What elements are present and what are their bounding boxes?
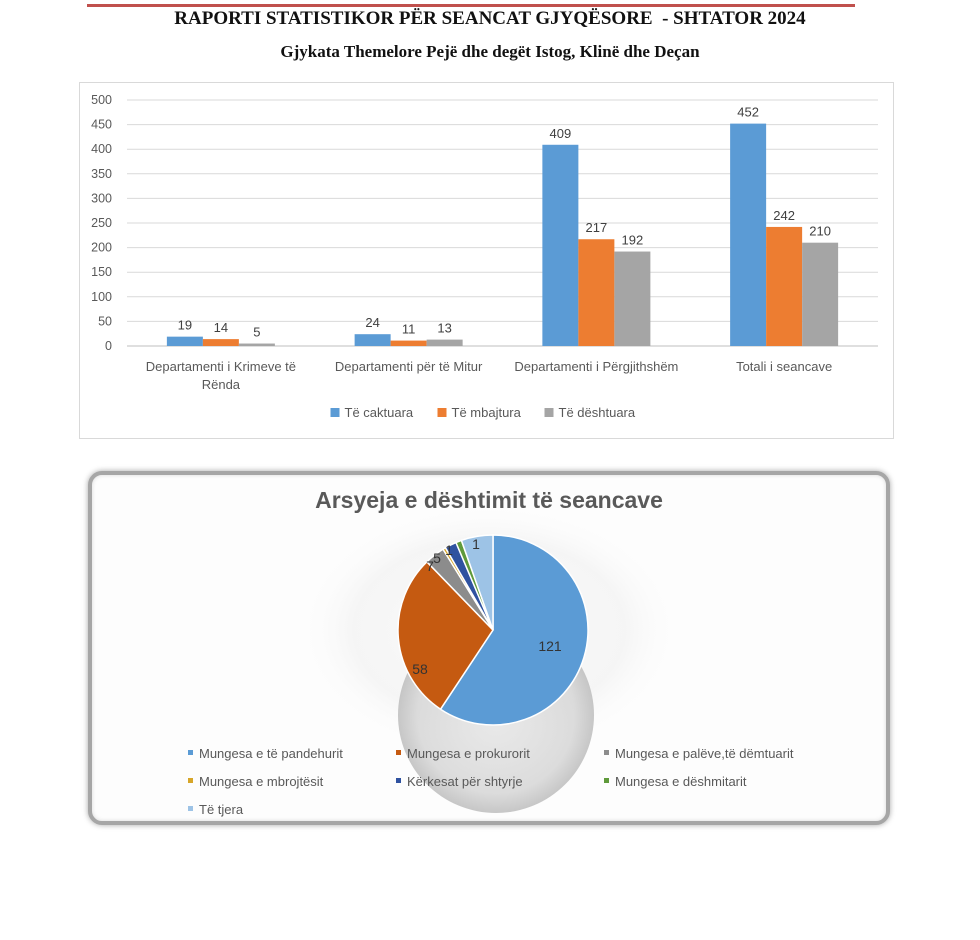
legend-swatch (331, 408, 340, 417)
legend-swatch (438, 408, 447, 417)
pie-slice-label: 58 (412, 661, 428, 677)
bar (391, 341, 427, 346)
bar-value-label: 13 (437, 320, 452, 336)
y-tick-label: 150 (91, 265, 112, 280)
report-title: RAPORTI STATISTIKOR PËR SEANCAT GJYQËSORE - SHTATOR 2024 (174, 8, 806, 29)
pie-slice-label: 7 (426, 558, 434, 574)
pie-legend-label: Mungesa e dëshmitarit (615, 774, 747, 789)
bar (542, 145, 578, 346)
pie-legend-label: Të tjera (199, 802, 244, 817)
legend-swatch (545, 408, 554, 417)
bar-chart (80, 83, 893, 438)
y-tick-label: 0 (105, 339, 112, 353)
pie-legend-label: Mungesa e palëve,të dëmtuarit (615, 746, 794, 761)
x-category-label: Departamenti i Krimeve të (145, 359, 297, 374)
pie-legend-label: Mungesa e të pandehurit (199, 746, 343, 761)
bar-value-label: 210 (809, 223, 831, 239)
pie-legend-label: Mungesa e prokurorit (407, 746, 530, 761)
x-category-label: Rënda (201, 377, 241, 392)
pie-legend-label: Kërkesat për shtyrje (407, 774, 523, 789)
x-category-label: Departamenti i Përgjithshëm (514, 359, 679, 374)
bar (730, 124, 766, 346)
legend-label: Të dështuara (558, 405, 636, 420)
bar-value-label: 19 (177, 317, 193, 333)
bar (427, 340, 463, 346)
legend-label: Të caktuara (344, 405, 414, 420)
bar (614, 252, 650, 346)
bar-value-label: 242 (773, 207, 795, 223)
bar-value-label: 5 (253, 324, 261, 340)
bar (239, 344, 275, 346)
pie-slice-label: 5 (433, 550, 441, 566)
bar-value-label: 217 (585, 220, 608, 236)
pie-legend-swatch (396, 778, 401, 783)
bar (355, 334, 391, 346)
bar (802, 243, 838, 346)
pie-slice-label: 1 (472, 536, 480, 552)
y-tick-label: 400 (91, 142, 112, 157)
bar-value-label: 452 (737, 104, 759, 120)
top-rule (87, 4, 855, 7)
bar (578, 239, 614, 346)
report-subtitle: Gjykata Themelore Pejë dhe degët Istog, Klinë dhe Deçan (280, 42, 700, 61)
y-tick-label: 100 (91, 289, 112, 304)
y-tick-label: 300 (91, 191, 112, 206)
pie-chart (92, 475, 886, 821)
y-tick-label: 200 (91, 240, 112, 255)
y-tick-label: 500 (91, 93, 112, 107)
bar-value-label: 14 (213, 320, 229, 336)
bar-value-label: 192 (621, 232, 644, 248)
x-category-label: Totali i seancave (736, 359, 833, 374)
pie-legend-swatch (396, 750, 401, 755)
bar-value-label: 11 (401, 321, 416, 337)
y-tick-label: 350 (91, 166, 112, 181)
bar-value-label: 24 (365, 315, 380, 331)
pie-slice-label: 1 (445, 542, 453, 558)
y-tick-label: 50 (98, 314, 112, 329)
bar-chart-frame (79, 82, 894, 439)
y-tick-label: 250 (91, 216, 112, 230)
pie-legend-swatch (604, 778, 609, 783)
pie-slice-label: 121 (538, 638, 562, 654)
pie-legend-swatch (604, 750, 609, 755)
bar-value-label: 409 (549, 125, 572, 141)
pie-legend-label: Mungesa e mbrojtësit (199, 774, 324, 789)
bar (203, 339, 239, 346)
bar (167, 337, 203, 346)
pie-legend-swatch (188, 750, 193, 755)
bar (766, 227, 802, 346)
pie-legend-swatch (188, 778, 193, 783)
pie-chart-frame (88, 471, 890, 825)
pie-legend-swatch (188, 806, 193, 811)
pie-title: Arsyeja e dështimit të seancave (315, 487, 663, 513)
legend-label: Të mbajtura (451, 405, 521, 420)
y-tick-label: 450 (91, 117, 112, 132)
x-category-label: Departamenti për të Mitur (334, 359, 483, 374)
